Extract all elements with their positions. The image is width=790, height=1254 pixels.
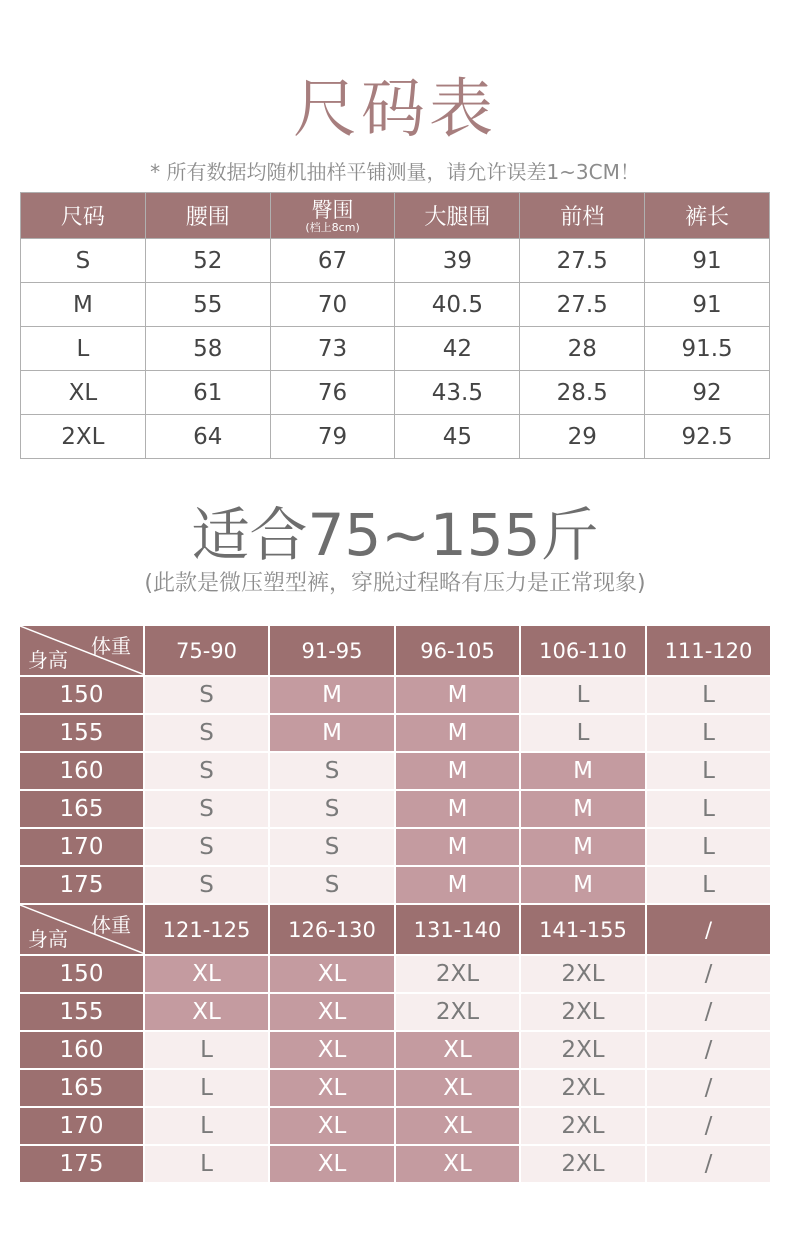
height-row bbox=[19, 828, 771, 866]
recommended-size-cell: S bbox=[269, 866, 395, 904]
height-row bbox=[19, 714, 771, 752]
recommended-size-cell: S bbox=[144, 752, 269, 790]
measurement-cell: 91 bbox=[645, 283, 770, 327]
corner-height-label: 身高 bbox=[28, 927, 68, 951]
height-label: 165 bbox=[19, 1069, 144, 1107]
measurement-cell: 61 bbox=[145, 371, 270, 415]
recommended-size-cell: M bbox=[395, 828, 520, 866]
height-row bbox=[19, 790, 771, 828]
measurement-cell: 27.5 bbox=[520, 239, 645, 283]
height-label: 160 bbox=[19, 752, 144, 790]
weight-range-header: 111-120 bbox=[646, 625, 771, 676]
measurement-cell: 73 bbox=[270, 327, 395, 371]
recommended-size-cell: 2XL bbox=[520, 955, 646, 993]
measurement-cell: 79 bbox=[270, 415, 395, 459]
size-row bbox=[21, 415, 770, 459]
measurement-cell: 64 bbox=[145, 415, 270, 459]
measurement-cell: 27.5 bbox=[520, 283, 645, 327]
weight-range-header: 131-140 bbox=[395, 904, 520, 955]
header-hip-label: 臀围 bbox=[311, 197, 354, 222]
recommended-size-cell: / bbox=[646, 1069, 771, 1107]
header-hip-note: (档上8cm) bbox=[305, 220, 360, 234]
page-title: 尺码表 bbox=[293, 73, 497, 147]
height-row bbox=[19, 676, 771, 714]
recommended-size-cell: M bbox=[520, 866, 646, 904]
height-label: 175 bbox=[19, 1145, 144, 1183]
recommended-size-cell: L bbox=[646, 790, 771, 828]
size-recommendation-grid bbox=[18, 624, 772, 1184]
measurement-cell: 40.5 bbox=[395, 283, 520, 327]
size-row bbox=[21, 283, 770, 327]
height-row bbox=[19, 955, 771, 993]
recommended-size-cell: M bbox=[395, 714, 520, 752]
recommended-size-cell: L bbox=[144, 1107, 269, 1145]
recommended-size-cell: L bbox=[520, 714, 646, 752]
height-label: 175 bbox=[19, 866, 144, 904]
measurement-cell: 55 bbox=[145, 283, 270, 327]
recommended-size-cell: XL bbox=[144, 955, 269, 993]
recommended-size-cell: M bbox=[395, 752, 520, 790]
size-label-cell: 2XL bbox=[21, 415, 146, 459]
weight-range-header: 91-95 bbox=[269, 625, 395, 676]
recommended-size-cell: S bbox=[144, 676, 269, 714]
size-label-cell: S bbox=[21, 239, 146, 283]
recommended-size-cell: S bbox=[144, 714, 269, 752]
recommended-size-cell: XL bbox=[395, 1069, 520, 1107]
recommended-size-cell: L bbox=[646, 866, 771, 904]
measurement-cell: 76 bbox=[270, 371, 395, 415]
size-row bbox=[21, 327, 770, 371]
height-row bbox=[19, 1031, 771, 1069]
weight-range-header: / bbox=[646, 904, 771, 955]
weight-range-header: 121-125 bbox=[144, 904, 269, 955]
height-row bbox=[19, 1069, 771, 1107]
height-label: 165 bbox=[19, 790, 144, 828]
measurement-cell: 43.5 bbox=[395, 371, 520, 415]
height-label: 160 bbox=[19, 1031, 144, 1069]
corner-cell bbox=[19, 625, 144, 676]
recommended-size-cell: M bbox=[269, 714, 395, 752]
header-thigh: 大腿围 bbox=[395, 193, 520, 239]
size-label-cell: XL bbox=[21, 371, 146, 415]
weight-header-row bbox=[19, 904, 771, 955]
size-label-cell: L bbox=[21, 327, 146, 371]
height-row bbox=[19, 1145, 771, 1183]
recommended-size-cell: L bbox=[144, 1031, 269, 1069]
height-label: 150 bbox=[19, 676, 144, 714]
measurement-cell: 67 bbox=[270, 239, 395, 283]
corner-height-label: 身高 bbox=[28, 648, 68, 672]
height-row bbox=[19, 866, 771, 904]
size-row bbox=[21, 239, 770, 283]
recommended-size-cell: / bbox=[646, 1145, 771, 1183]
height-label: 155 bbox=[19, 993, 144, 1031]
weight-range-header: 126-130 bbox=[269, 904, 395, 955]
header-hip bbox=[270, 193, 395, 239]
measurement-cell: 91.5 bbox=[645, 327, 770, 371]
recommended-size-cell: L bbox=[144, 1145, 269, 1183]
measurement-cell: 92 bbox=[645, 371, 770, 415]
measurement-cell: 42 bbox=[395, 327, 520, 371]
recommended-size-cell: L bbox=[646, 828, 771, 866]
recommended-size-cell: XL bbox=[395, 1145, 520, 1183]
recommended-size-cell: 2XL bbox=[395, 993, 520, 1031]
fit-range-title: 适合75~155斤 bbox=[191, 501, 599, 569]
recommended-size-cell: S bbox=[144, 828, 269, 866]
recommended-size-cell: S bbox=[144, 790, 269, 828]
recommended-size-cell: XL bbox=[395, 1107, 520, 1145]
fit-note: (此款是微压塑型裤，穿脱过程略有压力是正常现象) bbox=[144, 571, 646, 596]
recommended-size-cell: M bbox=[395, 866, 520, 904]
measurement-cell: 28.5 bbox=[520, 371, 645, 415]
recommended-size-cell: S bbox=[269, 828, 395, 866]
recommendation-body bbox=[19, 625, 771, 1183]
recommended-size-cell: XL bbox=[269, 1107, 395, 1145]
recommended-size-cell: XL bbox=[269, 1031, 395, 1069]
weight-range-header: 75-90 bbox=[144, 625, 269, 676]
height-label: 155 bbox=[19, 714, 144, 752]
recommended-size-cell: 2XL bbox=[520, 1069, 646, 1107]
measurement-cell: 70 bbox=[270, 283, 395, 327]
measurement-cell: 45 bbox=[395, 415, 520, 459]
height-label: 170 bbox=[19, 828, 144, 866]
recommended-size-cell: S bbox=[144, 866, 269, 904]
header-front-rise: 前档 bbox=[520, 193, 645, 239]
recommended-size-cell: S bbox=[269, 790, 395, 828]
corner-weight-label: 体重 bbox=[91, 913, 131, 937]
corner-cell bbox=[19, 904, 144, 955]
size-table bbox=[20, 192, 770, 459]
header-waist: 腰围 bbox=[145, 193, 270, 239]
recommended-size-cell: 2XL bbox=[520, 1031, 646, 1069]
height-row bbox=[19, 752, 771, 790]
recommended-size-cell: L bbox=[646, 752, 771, 790]
recommended-size-cell: M bbox=[269, 676, 395, 714]
height-label: 170 bbox=[19, 1107, 144, 1145]
size-table-header-row bbox=[21, 193, 770, 239]
recommended-size-cell: M bbox=[520, 752, 646, 790]
measurement-cell: 58 bbox=[145, 327, 270, 371]
header-size: 尺码 bbox=[21, 193, 146, 239]
recommended-size-cell: M bbox=[395, 676, 520, 714]
recommended-size-cell: M bbox=[520, 790, 646, 828]
recommended-size-cell: XL bbox=[269, 955, 395, 993]
recommended-size-cell: L bbox=[144, 1069, 269, 1107]
header-length: 裤长 bbox=[645, 193, 770, 239]
recommended-size-cell: L bbox=[646, 676, 771, 714]
recommended-size-cell: M bbox=[520, 828, 646, 866]
weight-range-header: 106-110 bbox=[520, 625, 646, 676]
recommended-size-cell: / bbox=[646, 1107, 771, 1145]
recommended-size-cell: M bbox=[395, 790, 520, 828]
recommended-size-cell: XL bbox=[395, 1031, 520, 1069]
size-row bbox=[21, 371, 770, 415]
size-table-body bbox=[21, 239, 770, 459]
recommended-size-cell: XL bbox=[269, 993, 395, 1031]
weight-range-header: 141-155 bbox=[520, 904, 646, 955]
weight-range-header: 96-105 bbox=[395, 625, 520, 676]
corner-weight-label: 体重 bbox=[91, 634, 131, 658]
measurement-cell: 52 bbox=[145, 239, 270, 283]
recommended-size-cell: L bbox=[520, 676, 646, 714]
recommended-size-cell: XL bbox=[269, 1069, 395, 1107]
measurement-note: * 所有数据均随机抽样平铺测量，请允许误差1~3CM！ bbox=[150, 160, 640, 184]
measurement-cell: 91 bbox=[645, 239, 770, 283]
recommended-size-cell: / bbox=[646, 993, 771, 1031]
recommended-size-cell: L bbox=[646, 714, 771, 752]
height-row bbox=[19, 1107, 771, 1145]
recommended-size-cell: 2XL bbox=[395, 955, 520, 993]
recommended-size-cell: / bbox=[646, 1031, 771, 1069]
height-label: 150 bbox=[19, 955, 144, 993]
recommended-size-cell: XL bbox=[269, 1145, 395, 1183]
size-label-cell: M bbox=[21, 283, 146, 327]
height-row bbox=[19, 993, 771, 1031]
recommended-size-cell: 2XL bbox=[520, 1107, 646, 1145]
measurement-cell: 29 bbox=[520, 415, 645, 459]
weight-header-row bbox=[19, 625, 771, 676]
measurement-cell: 92.5 bbox=[645, 415, 770, 459]
recommended-size-cell: XL bbox=[144, 993, 269, 1031]
measurement-cell: 39 bbox=[395, 239, 520, 283]
recommended-size-cell: 2XL bbox=[520, 993, 646, 1031]
recommended-size-cell: 2XL bbox=[520, 1145, 646, 1183]
recommended-size-cell: / bbox=[646, 955, 771, 993]
recommended-size-cell: S bbox=[269, 752, 395, 790]
measurement-cell: 28 bbox=[520, 327, 645, 371]
